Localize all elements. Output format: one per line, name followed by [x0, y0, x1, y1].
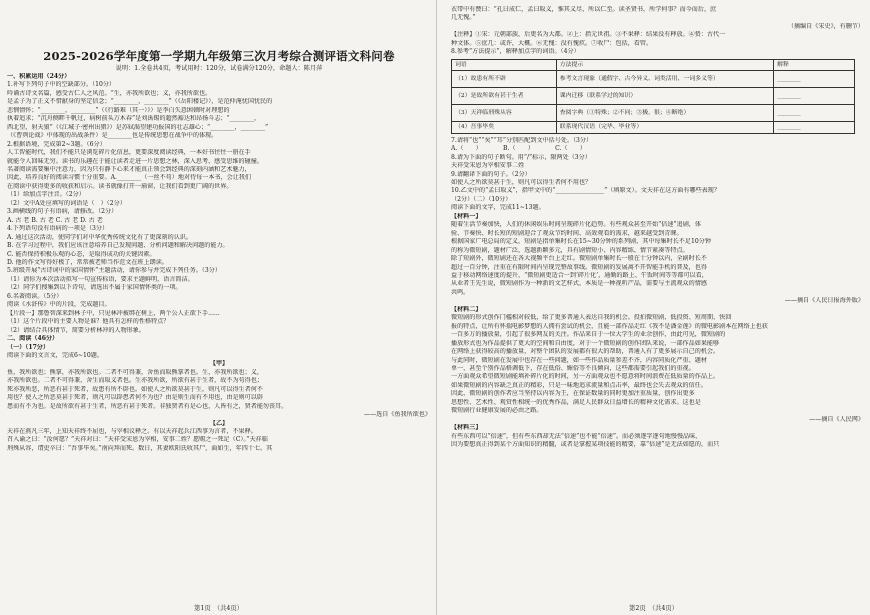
exam-note: 说明：1.全卷共4页，考试用时：120分，试卷满分120分，命题人：陈月萍 [115, 65, 323, 72]
text-line: 因此，微短剧的创作者应当坚持以内容为王，在保证数量的同时更加注重质量，创作出更多 [451, 390, 695, 398]
text-line: B. 在学习过程中，我们应该注意培养自己发现问题、分析问题和解决问题的能力。 [7, 242, 229, 250]
text-line: 10.乙文中的“孟曰取义”，指甲文中的“________________”（填原文）。文天祥在这方面有哪些表现？ [451, 187, 720, 195]
text-line: 3.画横线的句子有语病，请修改。（2分） [7, 208, 118, 216]
text-line: 在网络上获得较高的播放量，对整个团队的发展都有很大的帮助，普通人有了更多展示自己的机会。 [451, 348, 720, 356]
text-line: 1.补写下列句子中的空缺部分。（10分） [7, 81, 116, 89]
answer-blank[interactable]: ________ [774, 121, 855, 133]
text-line: 鱼，我所欲也；熊掌，亦我所欲也。二者不可得兼，舍鱼而取熊掌者也。生，亦我所欲也；义， [7, 368, 263, 376]
questions-7-10 [451, 137, 864, 222]
page1-body [7, 73, 431, 411]
text-line: 【片段一】那鲁智深来到林子中，只见林冲被绑在树上，两个公人正欲下手...... [7, 309, 220, 317]
source-material-1: ——摘自《人民日报海外版》 [784, 297, 864, 305]
page-footer-2: 第2页 （共4页） [629, 605, 678, 612]
text-line: 从业者王先生说，微短剧作为一种新的文艺样式，本质是一种视听产品，需要与主流观众的情感 [451, 280, 707, 288]
text-line: （1）这个片段中的主要人物是谁？他具有怎样的性格特点？ [7, 318, 170, 326]
text-line: 【材料一】 [451, 212, 482, 220]
text-line: 报的特点，让所有怀揣电影梦想的人拥有尝试的机会，且能一部作品走红《我不是潘金莲》的微电影剧本在网络上也获 [451, 322, 768, 330]
text-line: 悲悯情怀；“________，________”（《行路难（其一）》）是李白失意困顿时对理想的 [7, 106, 230, 114]
source-jia: ——选自《鱼我所欲也》 [363, 411, 431, 419]
text-line: 单一，甚至个别作品格调低下，存在低俗、媚俗等不良倾向，这些都需要引起我们的重视。 [451, 364, 695, 372]
text-line: 根据国家广电总局的定义，短剧是指单集时长在15~30分钟的系列剧，其中每集时长不足10分钟 [451, 238, 711, 246]
text-line: 的称为微短剧，题材广泛，选题新颖多元，具有剧情短小、内容精练、情节紧凑等特点。 [451, 246, 689, 254]
text-line: 患而有不为也。是故所欲有甚于生者，所恶有甚于死者。非独贤者有是心也，人皆有之，贤者能勿丧耳。 [7, 402, 288, 410]
material-2-heading: 【材料二】 [451, 305, 482, 313]
text-line: 阅读下面的文言文，完成6~10题。 [7, 351, 103, 359]
text-line: （一）（17分） [7, 343, 49, 351]
table-cell: （1）故患有所不辟 [452, 70, 557, 87]
text-line: 微短剧行业健康发展的必由之路。 [451, 407, 543, 415]
text-line: （1）给加点字注音。（2分） [7, 191, 85, 199]
text-line: 验、节奏快、时长短的短剧迎合了观众节约时间、高效观看的需求，越来越受到青睐。 [451, 229, 683, 237]
source-yi: （摘编自《宋史》，有删节） [787, 22, 864, 30]
text-line: （《曹刿论战》中体现的出战条件）是________也是传统思想在战争中的体现。 [7, 132, 218, 140]
text-line: 在阅读中获得更多的收获和启示。读书就像打开一扇窗，让我们看到更广阔的世界。 [7, 182, 233, 190]
text-line: （2）请结合具体情节，简要分析林冲的人物形象。 [7, 326, 145, 334]
text-line: （2）同学们搜集到以下诗句，请选出不属于家国情怀类的一项。 [7, 284, 182, 292]
note-line: 种文体。⑤庶几：或许，大概。⑥无愧：没有愧疚。⑦收尸：包括，看管。 [451, 39, 653, 47]
text-line: （2）文中A处应填写的词语是（ ）（2分） [7, 199, 126, 207]
text-line: 召入谕之曰：“汝何愿？”天祥对曰：“天祥受宋恩为宰相，安事二姓？愿赐之一死足（C）。”天祥临 [7, 436, 268, 444]
text-line: 人工智能时代，我们不能只是浏览碎片化信息，更要深度阅读经典，一本好书往往一册在手 [7, 149, 251, 157]
page-footer-1: 第1页 （共4页） [194, 605, 243, 612]
table-cell: （3）天祥临刑殊从容 [452, 104, 557, 121]
method-table [451, 59, 855, 134]
text-line: 执着追求；“沉舟侧畔千帆过，病树前头万木春”是刘禹锡的超然豁达和昂扬斗志；“________， [7, 115, 261, 123]
text-line: A.（ ） B.（ ） C.（ ） [451, 145, 586, 153]
text-line: 思想性、艺术性、观赏性相统一的优秀作品，满足人民群众日益增长的精神文化需求。这也是 [451, 398, 701, 406]
text-line: 天祥受宋恩为宰相安事二姓 [451, 162, 525, 170]
text-line: 5.班级开展“古诗词中的家国情怀”主题活动，请你参与并完成下列任务。（3分） [7, 267, 221, 275]
exam-title: 2025-2026学年度第一学期九年级第三次月考综合测评语文科问卷 [43, 49, 395, 63]
text-line: 有些东西可以“倍速”，但有些东西却无法“倍速”也不能“倍速”。而必须逐字逐句地慢慢品味， [451, 432, 702, 440]
text-line: 用也？使人之所恶莫甚于死者，则凡可以辟患者何不为也？由是则生而有不用也，由是则可以辟 [7, 394, 263, 402]
note-line: 【注释】①宋：元朝部族，后更名为大都。②上：指元世祖。③不果释：结果没有释放。④贽：古代一 [451, 31, 726, 39]
text-line: 微短剧的形式创作门槛相对较低，给了更多普通人表达自我的机会。投拍微短剧、低投资、短周期、快回 [451, 314, 732, 322]
text-line: 除了短剧外，微短剧还在各大视频平台上走红。微短剧单集时长一般在十分钟以内，全剧时长不 [451, 255, 707, 263]
text-line: 8.请为下面的句子断句。用“/”标示，限两处（3分） [451, 153, 591, 161]
text-line: 就能令人回味无穷。读书的乐趣在于能让读者走进一片思想之林，深入思考，感受思维的碰撞。 [7, 157, 263, 165]
question-8: 8.参考“方法提示”，解释加点字的词语。（4分） [451, 48, 580, 56]
answer-blank[interactable]: ________ [774, 70, 855, 87]
answer-blank[interactable]: ________ [774, 87, 855, 104]
text-line: 亦我所欲也。二者不可得兼，舍生而取义者也。生亦我所欲，所欲有甚于生者，故不为苟得也； [7, 377, 263, 385]
material-3 [451, 433, 864, 450]
annotation-notes [451, 31, 864, 48]
text-line: 一百多万的播放量，引起了很多网友的关注。作品来自于一位大学生的业余创作，由此可见，微短剧的 [451, 331, 726, 339]
text-line: 益于移动网络速度的提升，“微短剧更适合一到‘碎片化’，通勤的路上、午饭时间等等都可以看， [451, 271, 708, 279]
material-2 [451, 314, 864, 415]
yi-passage [7, 428, 431, 453]
table-cell: （4）吾事毕矣 [452, 121, 557, 133]
table-header-explain: 解释 [774, 59, 855, 70]
text-line: 是孟子为了正义不惜献身的坚定信念；“________，________”（《岳阳楼记》），是范仲淹忧国忧民的 [7, 98, 273, 106]
text-line: 4.下列语句没有语病的一项是（3分） [7, 225, 109, 233]
text-line: 衣带中有赞曰：“孔曰成仁，孟曰取义，惟其义尽，所以仁至。读圣贤书，所学何事？而今而后，庶 [451, 6, 717, 13]
text-line: （1）请你为本次活动拟写一句宣传标语，要求主题鲜明，语言简洁。 [7, 275, 194, 283]
text-line: 7.请将“也”“矣”“耳”分别匹配到文中括号处。（3分） [451, 136, 593, 144]
text-line: 超过一百分钟，注重在有限时间内呈现完整故事线。微短剧的发展离不开智能手机的普及，也得 [451, 263, 707, 271]
text-line: 死亦我所恶，所恶有甚于死者，故患有所不辟也。如使人之所欲莫甚于生，则凡可以得生者何不 [7, 385, 263, 393]
table-cell: （2）是故所欲有甚于生者 [452, 87, 557, 104]
table-cell: 参考文言现象（通假字、古今异义、词类活用、一词多义等） [556, 70, 773, 87]
table-cell: 查阅字典（①特殊；②不同；③极，很；④断绝） [556, 104, 773, 121]
text-line: 因为要想真正得到某个方面知识的精髓，或者是掌握某项技能的精要，靠“倍速”是无法如愿的，而只 [451, 441, 720, 449]
table-cell: 课内迁移（联系学过的知识） [556, 87, 773, 104]
text-line: 如使人之所欲莫甚于生，则凡可以得生者何不用也？ [451, 178, 592, 186]
text-line: 阅读下面的文字，完成11~13题。 [451, 204, 545, 212]
table-header-method: 方法提示 [556, 59, 773, 70]
text-line: 几无愧。” [451, 14, 476, 22]
text-line: 一、积累运用（24分） [7, 73, 71, 80]
text-line: 如果微短剧的内容缺乏真正的精彩，只是一味地追求流量和点击率，最终也会失去观众的信任。 [451, 381, 707, 389]
text-line: 与此同时，微短剧在发展中也存在一些问题，如一些作品质量参差不齐，内容同质化严重、题材 [451, 356, 707, 364]
text-line: 随着生活节奏加快，人们的休闲娱乐时间呈现碎片化趋势。有些观众甚至开始“倍速”追剧，体 [451, 221, 701, 229]
source-material-2: ——摘自《人民网》 [809, 415, 864, 423]
text-line: 阅读《水浒传》中的片段，完成题目。 [7, 301, 111, 309]
material-1 [451, 221, 864, 297]
text-line: 播放形式也为作品提供了更大的空间和自由度，对于一个微短剧的创作团队来说，一部作品如果能够 [451, 339, 720, 347]
text-line: 一方面观众希望微短剧能填补碎片化的时间，另一方面观众也不愿意将时间浪费在低质量的作品上。 [451, 373, 720, 381]
text-line: 【甲】 [209, 360, 229, 368]
table-header-word: 词语 [452, 59, 557, 70]
exam-page-2 [437, 0, 870, 615]
text-line: 共鸣。 [451, 288, 470, 296]
material-3-heading: 【材料三】 [451, 424, 482, 432]
text-line: （2分）（二）（10分） [451, 195, 512, 203]
text-line: A. 通过这次活动，使同学们对中华优秀传统文化有了更深刻的认识。 [7, 233, 192, 241]
text-line: 天祥在燕凡三年，上知天祥终不屈也，与宰相议释之。有以天祥起兵江西事为言者，不果释。 [7, 428, 257, 436]
table-cell: 联系现代汉语（完毕、毕业等） [556, 121, 773, 133]
text-line: C. 能否保持积极乐观的心态，是取得成功的关键因素。 [7, 250, 156, 258]
text-line: 6.名著阅读。（5分） [7, 292, 63, 300]
text-line: 9.请翻译下面的句子。（2分） [451, 170, 531, 178]
text-line: 名著阅读需要集中注意力，因为只有静下心来才能真正领会到经典的深刻内涵和艺术魅力， [7, 165, 251, 173]
text-line: A. 古 老 B. 古 老 C. 古 老 D. 古 老 [7, 216, 103, 224]
text-line: 因此，培养良好的阅读习惯十分重要。A.________（一丝不苟）地对待每一本书，会让我们 [7, 174, 251, 182]
text-line: 二、阅读（46分） [7, 335, 59, 343]
answer-blank[interactable]: ________ [774, 104, 855, 121]
text-line: 西北望，射天狼”（《江城子·密州出猎》）是苏轼渴望建功报国的壮志雄心；“________，________” [7, 123, 269, 131]
yi-continued [451, 6, 864, 23]
text-line: 2.根据语境，完成第2~3题。（6分） [7, 140, 106, 148]
text-line: 刑殊从容，谓吏卒曰：“吾事毕矣。”南向拜而死。数日，其妻欧阳氏收其尸，面如生，年四十七。其 [7, 444, 273, 452]
heading-yi: 【乙】 [209, 419, 229, 427]
text-line: 吟诵古诗文名篇，感受古仁人之风范。“生，亦我所欲也；义，亦我所欲也。 [7, 89, 212, 97]
text-line: D. 他的作文写得好极了，常常被老师当作范文在班上朗读。 [7, 258, 168, 266]
